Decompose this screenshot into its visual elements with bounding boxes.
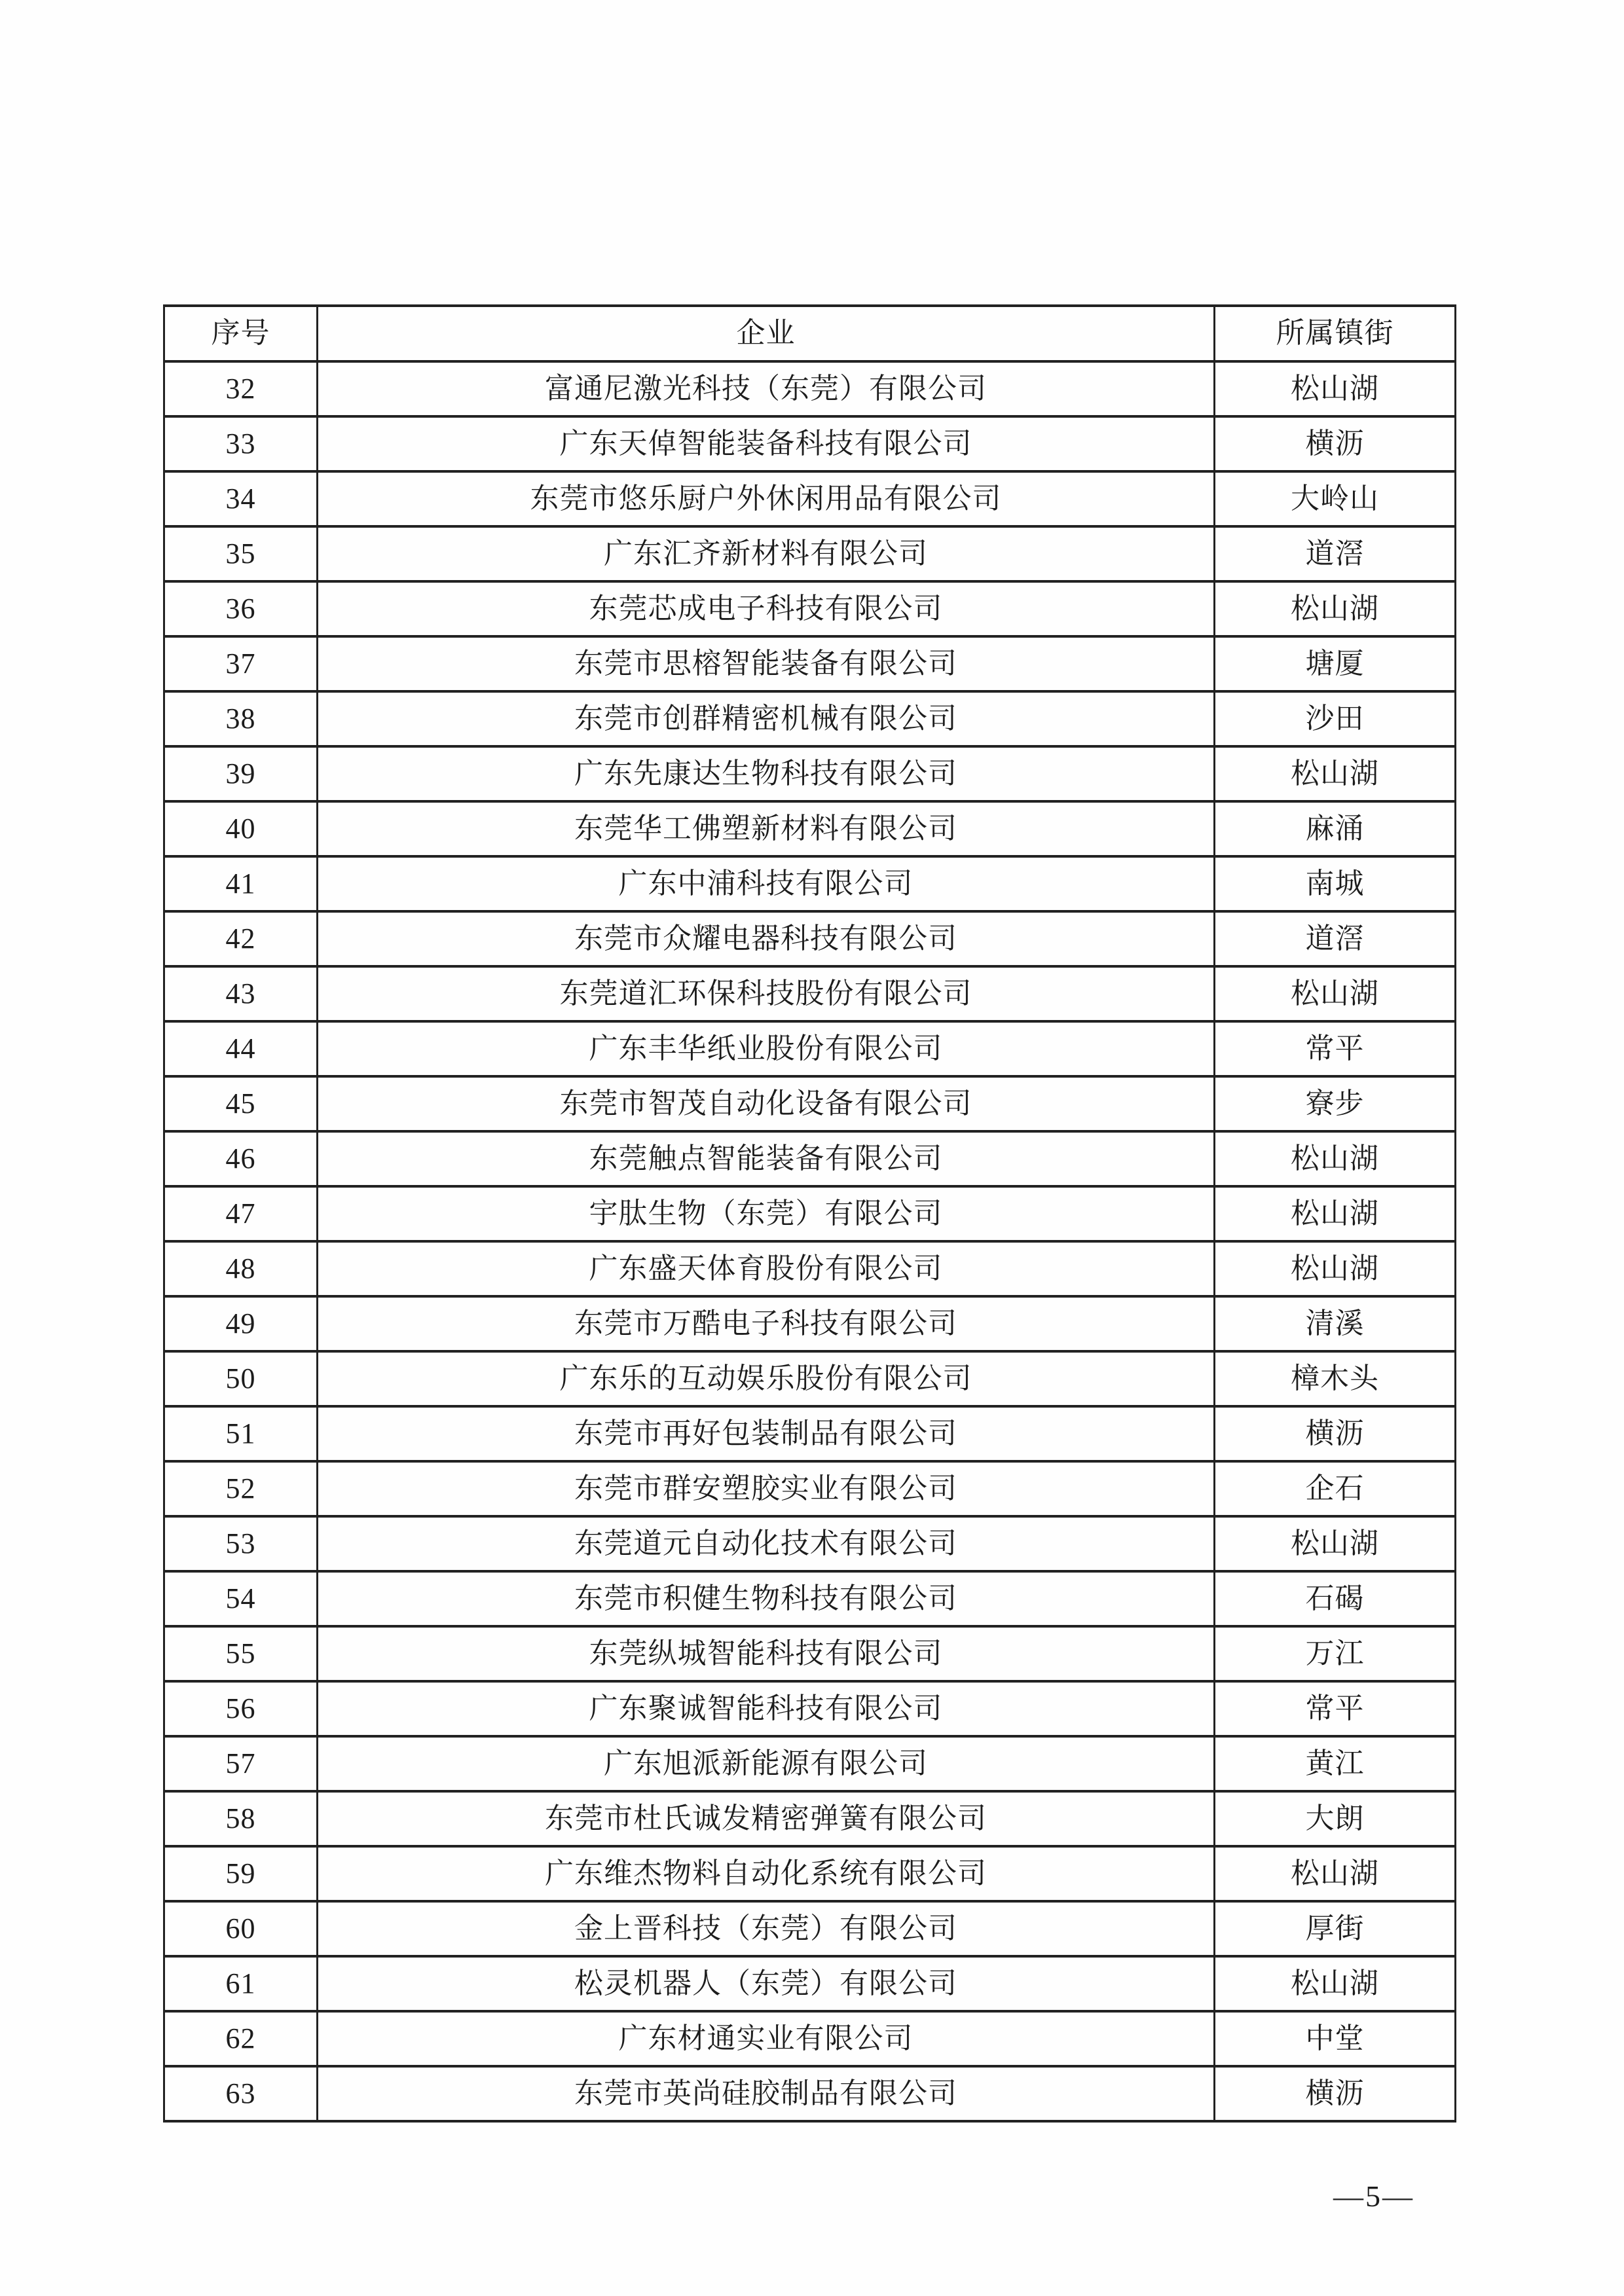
table-row	[164, 2066, 1456, 2121]
town-street-cell: 塘厦	[1215, 636, 1456, 691]
town-street-cell: 道滘	[1215, 526, 1456, 581]
table-row	[164, 1351, 1456, 1406]
page-number: —5—	[1333, 2179, 1414, 2213]
town-street-cell: 常平	[1215, 1021, 1456, 1076]
town-street-cell: 松山湖	[1215, 746, 1456, 801]
serial-number-cell: 32	[164, 361, 318, 416]
serial-number-cell: 42	[164, 911, 318, 966]
serial-number-cell: 38	[164, 691, 318, 746]
serial-number-cell: 58	[164, 1791, 318, 1846]
town-street-cell: 樟木头	[1215, 1351, 1456, 1406]
town-street-cell: 松山湖	[1215, 581, 1456, 636]
serial-number-cell: 47	[164, 1186, 318, 1241]
table-row	[164, 691, 1456, 746]
serial-number-cell: 54	[164, 1571, 318, 1626]
enterprise-cell: 东莞市思榕智能装备有限公司	[318, 636, 1215, 691]
serial-number-cell: 48	[164, 1241, 318, 1296]
enterprise-cell: 东莞市创群精密机械有限公司	[318, 691, 1215, 746]
table-row	[164, 471, 1456, 526]
serial-number-cell: 43	[164, 966, 318, 1021]
enterprise-cell: 松灵机器人（东莞）有限公司	[318, 1956, 1215, 2011]
town-street-cell: 松山湖	[1215, 1131, 1456, 1186]
town-street-cell: 松山湖	[1215, 1186, 1456, 1241]
enterprise-cell: 东莞芯成电子科技有限公司	[318, 581, 1215, 636]
serial-number-cell: 53	[164, 1516, 318, 1571]
table-row	[164, 1791, 1456, 1846]
serial-number-cell: 39	[164, 746, 318, 801]
enterprise-cell: 广东先康达生物科技有限公司	[318, 746, 1215, 801]
town-street-cell: 常平	[1215, 1681, 1456, 1736]
serial-number-cell: 57	[164, 1736, 318, 1791]
serial-number-cell: 46	[164, 1131, 318, 1186]
enterprise-cell: 广东乐的互动娱乐股份有限公司	[318, 1351, 1215, 1406]
serial-number-cell: 59	[164, 1846, 318, 1901]
enterprise-cell: 东莞市杜氏诚发精密弹簧有限公司	[318, 1791, 1215, 1846]
enterprise-cell: 东莞道元自动化技术有限公司	[318, 1516, 1215, 1571]
town-street-cell: 松山湖	[1215, 361, 1456, 416]
table-row	[164, 1021, 1456, 1076]
town-street-cell: 企石	[1215, 1461, 1456, 1516]
table-header	[164, 306, 1456, 361]
serial-number-cell: 63	[164, 2066, 318, 2121]
serial-number-cell: 40	[164, 801, 318, 856]
town-street-cell: 石碣	[1215, 1571, 1456, 1626]
enterprise-cell: 东莞纵城智能科技有限公司	[318, 1626, 1215, 1681]
enterprise-cell: 广东汇齐新材料有限公司	[318, 526, 1215, 581]
table-row	[164, 416, 1456, 471]
table-row	[164, 1681, 1456, 1736]
table-row	[164, 1626, 1456, 1681]
table-row	[164, 1076, 1456, 1131]
serial-number-cell: 49	[164, 1296, 318, 1351]
serial-number-cell: 34	[164, 471, 318, 526]
table-row	[164, 911, 1456, 966]
company-table	[163, 304, 1456, 2123]
town-street-cell: 松山湖	[1215, 1846, 1456, 1901]
enterprise-cell: 广东天倬智能装备科技有限公司	[318, 416, 1215, 471]
town-street-cell: 横沥	[1215, 2066, 1456, 2121]
town-street-cell: 沙田	[1215, 691, 1456, 746]
enterprise-cell: 东莞市众耀电器科技有限公司	[318, 911, 1215, 966]
serial-number-cell: 56	[164, 1681, 318, 1736]
town-street-cell: 黄江	[1215, 1736, 1456, 1791]
table-row	[164, 1131, 1456, 1186]
town-street-cell: 万江	[1215, 1626, 1456, 1681]
serial-number-cell: 44	[164, 1021, 318, 1076]
table-row	[164, 1571, 1456, 1626]
enterprise-cell: 东莞华工佛塑新材料有限公司	[318, 801, 1215, 856]
table-row	[164, 526, 1456, 581]
table-row	[164, 636, 1456, 691]
enterprise-cell: 东莞市智茂自动化设备有限公司	[318, 1076, 1215, 1131]
enterprise-cell: 富通尼激光科技（东莞）有限公司	[318, 361, 1215, 416]
table-row	[164, 1241, 1456, 1296]
table-row	[164, 1901, 1456, 1956]
table-header-row	[164, 306, 1456, 361]
table-row	[164, 801, 1456, 856]
serial-number-cell: 55	[164, 1626, 318, 1681]
town-street-cell: 横沥	[1215, 416, 1456, 471]
town-street-cell: 大朗	[1215, 1791, 1456, 1846]
town-street-cell: 松山湖	[1215, 1956, 1456, 2011]
table-row	[164, 2011, 1456, 2066]
table-row	[164, 1516, 1456, 1571]
town-street-cell: 松山湖	[1215, 966, 1456, 1021]
serial-number-cell: 33	[164, 416, 318, 471]
serial-number-cell: 60	[164, 1901, 318, 1956]
town-street-cell: 南城	[1215, 856, 1456, 911]
town-street-cell: 清溪	[1215, 1296, 1456, 1351]
table-row	[164, 966, 1456, 1021]
serial-number-cell: 61	[164, 1956, 318, 2011]
town-street-cell: 松山湖	[1215, 1241, 1456, 1296]
enterprise-cell: 东莞市英尚硅胶制品有限公司	[318, 2066, 1215, 2121]
serial-number-cell: 35	[164, 526, 318, 581]
table-row	[164, 1296, 1456, 1351]
header-enterprise: 企业	[318, 306, 1215, 361]
enterprise-cell: 东莞道汇环保科技股份有限公司	[318, 966, 1215, 1021]
enterprise-cell: 东莞触点智能装备有限公司	[318, 1131, 1215, 1186]
enterprise-cell: 东莞市再好包装制品有限公司	[318, 1406, 1215, 1461]
table-row	[164, 1846, 1456, 1901]
enterprise-cell: 广东聚诚智能科技有限公司	[318, 1681, 1215, 1736]
table-row	[164, 361, 1456, 416]
table-row	[164, 1736, 1456, 1791]
town-street-cell: 麻涌	[1215, 801, 1456, 856]
town-street-cell: 寮步	[1215, 1076, 1456, 1131]
enterprise-cell: 东莞市积健生物科技有限公司	[318, 1571, 1215, 1626]
enterprise-cell: 东莞市悠乐厨户外休闲用品有限公司	[318, 471, 1215, 526]
town-street-cell: 松山湖	[1215, 1516, 1456, 1571]
table-body	[164, 361, 1456, 2121]
enterprise-cell: 金上晋科技（东莞）有限公司	[318, 1901, 1215, 1956]
enterprise-cell: 广东旭派新能源有限公司	[318, 1736, 1215, 1791]
serial-number-cell: 37	[164, 636, 318, 691]
serial-number-cell: 51	[164, 1406, 318, 1461]
table-row	[164, 1406, 1456, 1461]
serial-number-cell: 36	[164, 581, 318, 636]
serial-number-cell: 62	[164, 2011, 318, 2066]
enterprise-cell: 广东维杰物料自动化系统有限公司	[318, 1846, 1215, 1901]
town-street-cell: 大岭山	[1215, 471, 1456, 526]
serial-number-cell: 41	[164, 856, 318, 911]
header-town-street: 所属镇街	[1215, 306, 1456, 361]
enterprise-cell: 广东盛天体育股份有限公司	[318, 1241, 1215, 1296]
table-row	[164, 856, 1456, 911]
table-row	[164, 1461, 1456, 1516]
table-row	[164, 746, 1456, 801]
table-row	[164, 581, 1456, 636]
town-street-cell: 横沥	[1215, 1406, 1456, 1461]
town-street-cell: 道滘	[1215, 911, 1456, 966]
enterprise-cell: 东莞市群安塑胶实业有限公司	[318, 1461, 1215, 1516]
town-street-cell: 中堂	[1215, 2011, 1456, 2066]
enterprise-cell: 广东材通实业有限公司	[318, 2011, 1215, 2066]
table-row	[164, 1186, 1456, 1241]
header-serial-number: 序号	[164, 306, 318, 361]
enterprise-cell: 广东中浦科技有限公司	[318, 856, 1215, 911]
serial-number-cell: 50	[164, 1351, 318, 1406]
enterprise-cell: 广东丰华纸业股份有限公司	[318, 1021, 1215, 1076]
town-street-cell: 厚街	[1215, 1901, 1456, 1956]
table-row	[164, 1956, 1456, 2011]
enterprise-cell: 宇肽生物（东莞）有限公司	[318, 1186, 1215, 1241]
serial-number-cell: 52	[164, 1461, 318, 1516]
serial-number-cell: 45	[164, 1076, 318, 1131]
enterprise-cell: 东莞市万酷电子科技有限公司	[318, 1296, 1215, 1351]
